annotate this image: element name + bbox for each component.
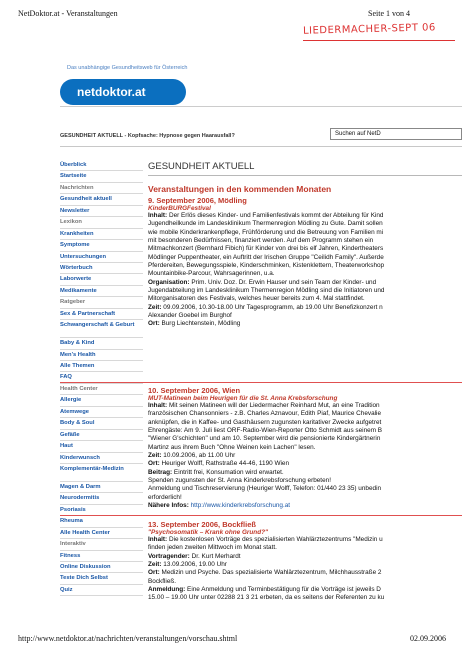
event-text: Bockfließ.: [148, 577, 177, 585]
event-field-label: Inhalt:: [148, 212, 168, 219]
event-text: anknüpfen, die in Kaffee- und Gasthäusern zugunsten karitativer Zwecke aufgetret: [148, 418, 382, 426]
event-text: Mountainbike-Parcour, Wahrsagerinnen, u.a.: [148, 270, 275, 278]
event-field-label: Ort:: [148, 460, 160, 468]
sidebar-item[interactable]: Men's Health: [60, 350, 143, 361]
event-text: 15.00 – 19.00 Uhr unter 02288 21 3 21 erbeten, da es seitens der Referenten zu ku: [148, 594, 385, 602]
event-text: französischen Chansonniers - z.B. Charles Aznavour, Edith Piaf, Maurice Chevalie: [148, 410, 382, 418]
event-text-line: [148, 270, 462, 278]
sidebar-nav: [60, 160, 143, 596]
event-field-label: Organisation:: [148, 278, 190, 286]
event-field-label: Ort:: [148, 569, 160, 577]
sidebar-item[interactable]: Neurodermitis: [60, 493, 143, 504]
event-text: Dr. Kurt Merhardt: [189, 552, 241, 560]
sidebar-item[interactable]: Gesundheit aktuell: [60, 194, 143, 205]
sidebar-item[interactable]: Allergie: [60, 395, 143, 406]
event-text-line: [148, 237, 462, 245]
sidebar-item[interactable]: Startseite: [60, 171, 143, 182]
event-text: wie mobile Kinderkrankenpflege, Frühförderung und die Betreuung von Familien mi: [148, 228, 384, 236]
sidebar-item[interactable]: Sex & Partnerschaft: [60, 309, 143, 320]
search-box[interactable]: Suchen auf NetD: [330, 128, 462, 140]
sidebar-item[interactable]: Psoriasis: [60, 505, 143, 516]
event-text-line: [148, 312, 462, 320]
event-text-line: [148, 502, 462, 510]
event-text-line: [148, 427, 462, 435]
event-text-line: [148, 578, 462, 586]
news-ticker[interactable]: GESUNDHEIT AKTUELL - Kopfsache: Hypnose gegen Haarausfall?: [60, 133, 235, 139]
sidebar-item[interactable]: Alle Themen: [60, 361, 143, 372]
sidebar-item[interactable]: Rheuma: [60, 516, 143, 527]
event-date: 13. September 2006, Bockfließ: [148, 520, 256, 529]
event-text-line: [148, 435, 462, 443]
event-text: Eintritt frei, Konsumation wird erwartet.: [172, 468, 284, 476]
event-field-label: Ort:: [148, 320, 160, 328]
event-text: Spenden zugunsten der St. Anna Kinderkrebsforschung erbeten!: [148, 477, 331, 485]
event-field-label: Inhalt:: [148, 536, 168, 543]
event-divider: [60, 515, 462, 516]
logo-text: netdoktor: [77, 85, 132, 99]
event-text: Der Erlös dieses Kinder- und Familienfestivals kommt der Abteilung für Kind: [167, 212, 384, 219]
sidebar-item[interactable]: Kinderwunsch: [60, 453, 143, 464]
event-field-label: Inhalt:: [148, 402, 168, 409]
event-text-line: [148, 536, 462, 544]
sidebar-item[interactable]: Gefäße: [60, 430, 143, 441]
event-text-line: [148, 469, 462, 477]
event-link[interactable]: http://www.kinderkrebsforschung.at: [190, 502, 291, 510]
sidebar-item[interactable]: Body & Soul: [60, 418, 143, 429]
logo-tld: .at: [131, 85, 146, 99]
event-text-line: [148, 544, 462, 552]
event-text-line: [148, 402, 462, 410]
sidebar-section-header: Lexikon: [60, 217, 143, 228]
event-text: Mit seinen Matineen will der Liedermacher Reinhard Mut, an eine Tradition: [167, 402, 380, 409]
event-text-line: [148, 212, 462, 220]
event-text: Mitmachkonzert (Bernhard Fibich) für Kinder von drei bis elf Jahren, Kindertheaters: [148, 245, 384, 253]
sidebar-item[interactable]: Schwangerschaft & Geburt: [60, 320, 143, 338]
event-text-line: [148, 485, 462, 493]
sidebar-item[interactable]: FAQ: [60, 372, 143, 383]
sidebar-item[interactable]: Haut: [60, 441, 143, 452]
event-text-line: [148, 586, 462, 594]
event-field-label: Nähere Infos:: [148, 502, 189, 510]
event-text: erforderlich!: [148, 493, 182, 501]
event-text: Mitorganisatoren des Festivals, welches heuer bereits zum 4. Mal stattfindet.: [148, 295, 365, 303]
event-field-label: Zeit:: [148, 561, 162, 569]
sidebar-section-header: Health Center: [60, 384, 143, 395]
event-text: "Wiener G'schichten" und am 10. September wird die pensionierte Kindergärtnerin: [148, 435, 381, 443]
sidebar-item[interactable]: Alle Health Center: [60, 528, 143, 539]
event-text: Prim. Univ. Doz. Dr. Erwin Hauser und sein Team der Kinder- und: [189, 278, 377, 286]
event-text-line: [148, 279, 462, 287]
event-text-line: [148, 553, 462, 561]
event-field-label: Beitrag:: [148, 468, 173, 476]
event-text: Mödlinger Puppentheater, ein Auftritt der Irischen Gruppe "Ceilidh Family". Außerde: [148, 253, 384, 261]
sidebar-item[interactable]: Überblick: [60, 160, 143, 171]
event-item: [148, 386, 462, 510]
sidebar-item[interactable]: Baby & Kind: [60, 338, 143, 349]
title-divider: [148, 175, 462, 176]
event-text: 13.09.2006, 19.00 Uhr: [161, 561, 227, 569]
event-text-line: [148, 594, 462, 602]
event-field-label: Vortragender:: [148, 552, 190, 560]
event-text-line: [148, 410, 462, 418]
print-header-page: Seite 1 von 4: [368, 9, 410, 18]
event-subtitle: MUT-Matineen beim Heurigen für die St. Anna Krebsforschung: [148, 395, 338, 402]
event-field-label: Anmeldung:: [148, 586, 186, 594]
event-subtitle: KinderBURGFestival: [148, 205, 211, 212]
sidebar-item[interactable]: Online Diskussion: [60, 562, 143, 573]
sidebar-item[interactable]: Newsletter: [60, 206, 143, 217]
page-title: GESUNDHEIT AKTUELL: [148, 161, 255, 172]
event-text-line: [148, 287, 462, 295]
event-date: 10. September 2006, Wien: [148, 386, 241, 395]
header-divider: [60, 106, 462, 107]
print-footer-date: 02.09.2006: [410, 634, 446, 643]
handwritten-note: LIEDERMACHER-SEPT 06: [302, 22, 436, 37]
sidebar-item[interactable]: Symptome: [60, 240, 143, 251]
sidebar-item[interactable]: Laborwerte: [60, 274, 143, 285]
event-text: Pferdereiten, Bewegungsspiele, Kinderschminken, Kistenklettern, Theaterworkshop: [148, 262, 385, 270]
event-text-line: [148, 320, 462, 328]
event-text: Heuriger Wolff, Rathstraße 44-46, 1190 Wien: [159, 460, 290, 468]
handwritten-underline: [303, 40, 455, 41]
event-text: Jugendabteilung im Landesklinikum Thermenregion Mödling sind die Initiatoren und: [148, 287, 385, 295]
event-text-line: [148, 245, 462, 253]
event-text: 09.09.2006, 10.30-18.00 Uhr Tagesprogramm, ab 19.00 Uhr Benefizkonzert n: [161, 303, 383, 311]
sidebar-section-header: Ratgeber: [60, 297, 143, 308]
event-text-line: [148, 569, 462, 577]
event-text-line: [148, 452, 462, 460]
event-text: Medizin und Psyche. Das spezialisierte Wahlärztezentrum, Milchhausstraße 2: [159, 569, 382, 577]
event-text: finden jeden zweiten Mittwoch im Monat statt.: [148, 544, 277, 552]
sidebar-item[interactable]: Komplementär-Medizin: [60, 464, 143, 482]
event-text: Eine Anmeldung und Terminbestätigung für die Vorträge ist jeweils D: [185, 586, 381, 594]
sidebar-item[interactable]: Untersuchungen: [60, 252, 143, 263]
event-text-line: [148, 477, 462, 485]
event-date: 9. September 2006, Mödling: [148, 196, 247, 205]
sidebar-item[interactable]: Medikamente: [60, 286, 143, 297]
event-text: Anmeldung und Tischreservierung (Heuriger Wolff, Telefon: 01/440 23 35) unbedin: [148, 485, 382, 493]
netdoktor-logo[interactable]: [60, 79, 186, 105]
event-field-label: Zeit:: [148, 303, 162, 311]
event-text: 10.09.2006, ab 11.00 Uhr: [161, 452, 236, 460]
sidebar-item[interactable]: Krankheiten: [60, 229, 143, 240]
event-text: mit besonderen Bedürfnissen, finanziert werden. Auf dem Programm stehen ein: [148, 237, 374, 245]
sidebar-section-header: Nachrichten: [60, 183, 143, 194]
sidebar-section-header: Interaktiv: [60, 539, 143, 550]
event-text-line: [148, 444, 462, 452]
event-text-line: [148, 229, 462, 237]
sidebar-item[interactable]: Quiz: [60, 585, 143, 596]
event-text-line: [148, 254, 462, 262]
event-text: Jugendheilkunde im Landesklinikum Thermenregion Mödling zu Gute. Damit sollen: [148, 220, 383, 228]
section-heading: Veranstaltungen in den kommenden Monaten: [148, 184, 332, 194]
event-text: Burg Liechtenstein, Mödling: [159, 320, 241, 328]
event-text-line: [148, 262, 462, 270]
event-text-line: [148, 220, 462, 228]
event-subtitle: "Psychosomatik – Krank ohne Grund?": [148, 529, 269, 536]
event-text: Alexander Goebel im Burghof: [148, 312, 232, 320]
event-text-line: [148, 419, 462, 427]
sidebar-item[interactable]: Atemwege: [60, 407, 143, 418]
event-text-line: [148, 460, 462, 468]
event-text-line: [148, 494, 462, 502]
nav-divider: [60, 146, 462, 147]
event-text: Ehrengäste: Am 9. Juli liest ORF-Radio-Wien-Reporter Otto Schmidt aus seinem B: [148, 427, 383, 435]
event-field-label: Zeit:: [148, 452, 162, 460]
sidebar-item[interactable]: Fitness: [60, 551, 143, 562]
sidebar-item[interactable]: Magen & Darm: [60, 482, 143, 493]
sidebar-item[interactable]: Wörterbuch: [60, 263, 143, 274]
event-text: Martinz aus ihrem Buch "Ohne Weinen kein Lachen" lesen.: [148, 443, 316, 451]
event-text-line: [148, 304, 462, 312]
sidebar-item[interactable]: Teste Dich Selbst: [60, 573, 143, 584]
event-text-line: [148, 561, 462, 569]
print-footer-url: http://www.netdoktor.at/nachrichten/veranstaltungen/vorschau.shtml: [18, 634, 238, 643]
site-slogan: Das unabhängige Gesundheitsweb für Österreich: [67, 65, 188, 71]
event-text-line: [148, 295, 462, 303]
event-text: Die kostenlosen Vorträge des spezialisierten Wahlärztezentrums "Medizin u: [167, 536, 383, 543]
event-item: [148, 520, 462, 603]
event-item: [148, 196, 462, 329]
event-divider: [60, 382, 462, 383]
print-header-title: NetDoktor.at - Veranstaltungen: [18, 9, 118, 18]
